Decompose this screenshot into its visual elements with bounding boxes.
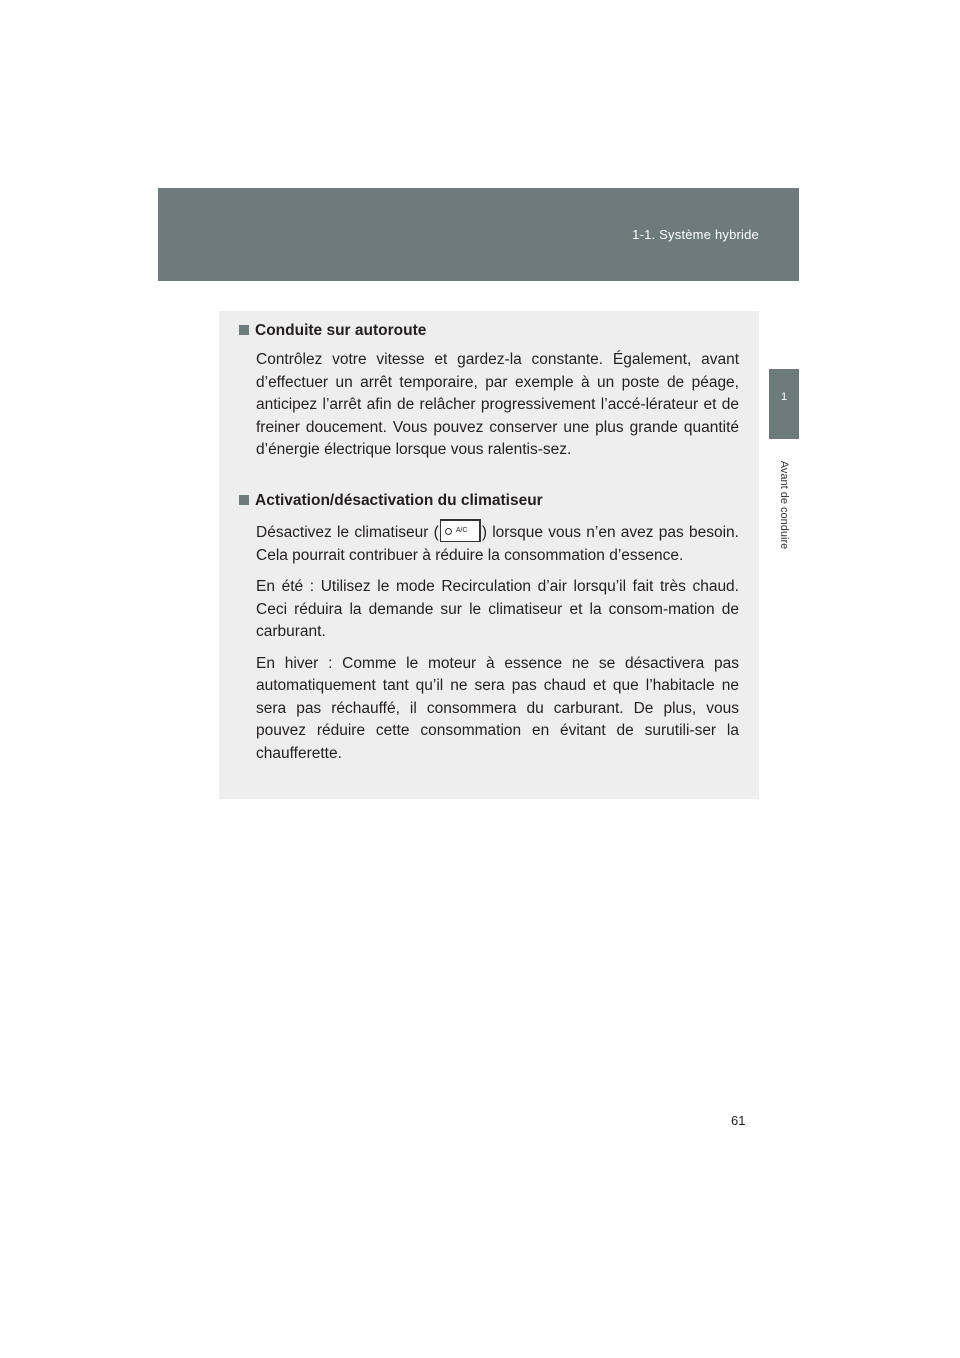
- chapter-number: 1: [780, 391, 788, 403]
- info-box: [219, 311, 759, 799]
- section-title: 1-1. Système hybride: [632, 227, 759, 242]
- item-paragraph: En été : Utilisez le mode Recirculation d’air lorsqu’il fait très chaud. Ceci réduira la demande sur le climatiseur et la consom-mation de carburant.: [256, 578, 739, 640]
- chapter-tab: [769, 369, 799, 439]
- square-bullet-icon: [239, 325, 249, 335]
- item-highway-driving: [239, 320, 739, 462]
- item-paragraph: Contrôlez votre vitesse et gardez-la constante. Également, avant d’effectuer un arrêt temporaire, par exemple à un poste de péage, anticipez l’arrêt afin de relâcher progressivement l’accé-lérateur et de freiner doucement. Vous pouvez conserver une plus grande quantité d’énergie électrique lorsque vous ralentis-sez.: [256, 351, 739, 458]
- chapter-label: Avant de conduire: [778, 460, 790, 550]
- page-number: 61: [731, 1113, 746, 1128]
- item-heading: Activation/désactivation du climatiseur: [239, 490, 739, 512]
- item-paragraph: Désactivez le climatiseur ( A/C ) lorsque vous n’en avez pas besoin. Cela pourrait contribuer à réduire la consommation d’essence.: [239, 519, 739, 567]
- ac-button-icon: A/C: [440, 519, 481, 542]
- header-band: [158, 188, 799, 281]
- square-bullet-icon: [239, 495, 249, 505]
- item-air-conditioning: [239, 490, 739, 765]
- item-heading: Conduite sur autoroute: [239, 320, 739, 342]
- item-paragraph: En hiver : Comme le moteur à essence ne se désactivera pas automatiquement tant qu’il ne sera pas chaud et que l’habitacle ne sera pas réchauffé, il consommera du carburant. De plus, vous pouvez réduire cette consommation en évitant de surutili-ser la chaufferette.: [256, 654, 739, 762]
